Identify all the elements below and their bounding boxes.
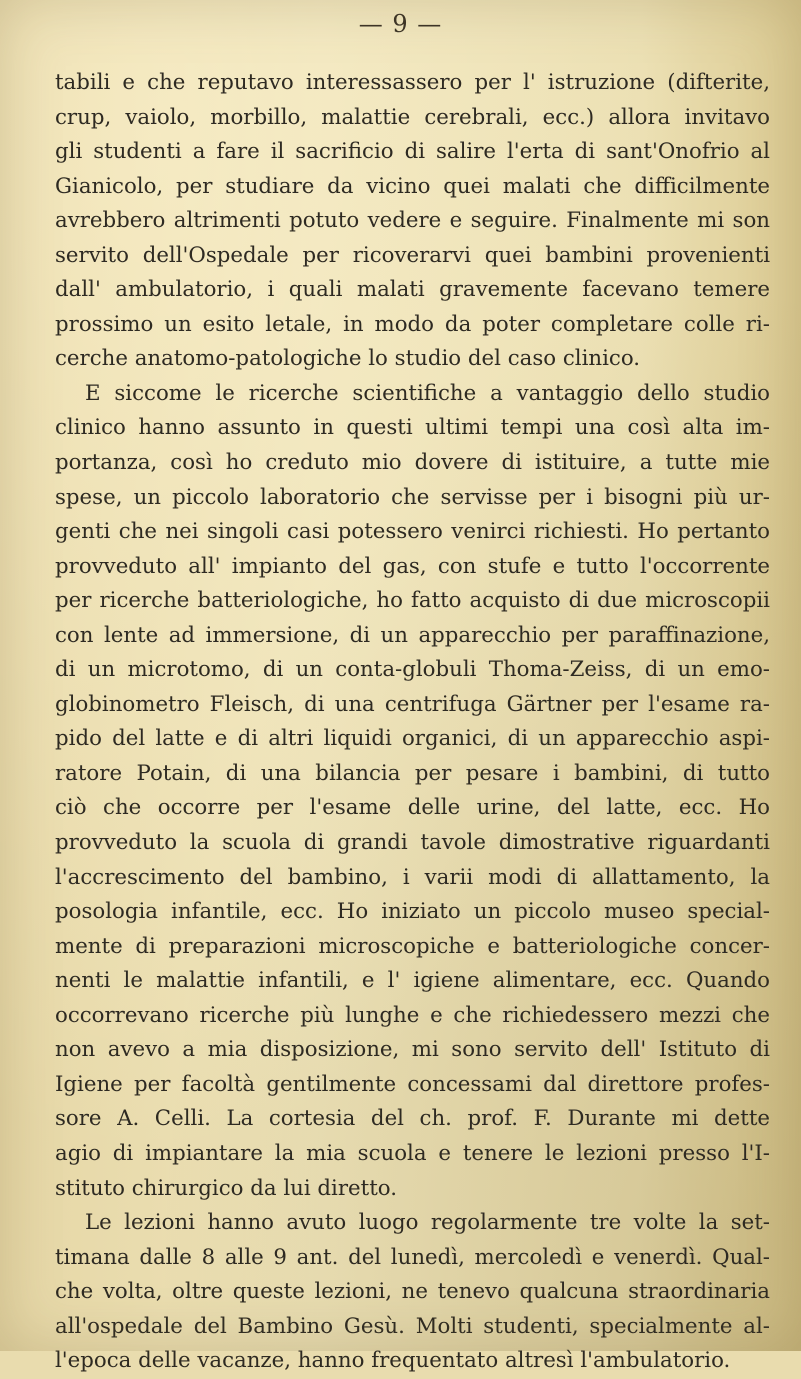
text-line: con lente ad immersione, di un apparecchio per paraffinazione, bbox=[55, 622, 770, 648]
text-line: clinico hanno assunto in questi ultimi tempi una così alta im- bbox=[55, 415, 770, 441]
text-line: gli studenti a fare il sacrificio di salire l'erta di sant'Onofrio al bbox=[55, 139, 770, 165]
text-line: dall' ambulatorio, i quali malati gravemente facevano temere bbox=[55, 277, 770, 303]
text-line: provveduto all' impianto del gas, con stufe e tutto l'occorrente bbox=[55, 553, 770, 579]
text-line: nenti le malattie infantili, e l' igiene alimentare, ecc. Quando bbox=[55, 968, 770, 994]
text-line: portanza, così ho creduto mio dovere di istituire, a tutte mie bbox=[55, 450, 770, 476]
text-line: Igiene per facoltà gentilmente concessami dal direttore profes- bbox=[55, 1071, 770, 1097]
body-text bbox=[55, 66, 770, 1379]
text-line: di un microtomo, di un conta-globuli Thoma-Zeiss, di un emo- bbox=[55, 657, 770, 683]
paragraph-start-line: Le lezioni hanno avuto luogo regolarmente tre volte la set- bbox=[85, 1210, 770, 1236]
text-line: Gianicolo, per studiare da vicino quei malati che difficilmente bbox=[55, 173, 770, 199]
text-line: per ricerche batteriologiche, ho fatto acquisto di due microscopii bbox=[55, 588, 770, 614]
text-line: globinometro Fleisch, di una centrifuga Gärtner per l'esame ra- bbox=[55, 691, 770, 717]
text-line: posologia infantile, ecc. Ho iniziato un piccolo museo special- bbox=[55, 899, 770, 925]
text-line: mente di preparazioni microscopiche e batteriologiche concer- bbox=[55, 933, 770, 959]
text-line: crup, vaiolo, morbillo, malattie cerebrali, ecc.) allora invitavo bbox=[55, 104, 770, 130]
text-line: pido del latte e di altri liquidi organici, di un apparecchio aspi- bbox=[55, 726, 770, 752]
text-line: l'accrescimento del bambino, i varii modi di allattamento, la bbox=[55, 864, 770, 890]
paragraph-start-line: E siccome le ricerche scientifiche a vantaggio dello studio bbox=[85, 380, 770, 406]
text-line: servito dell'Ospedale per ricoverarvi quei bambini provenienti bbox=[55, 242, 770, 268]
text-line: avrebbero altrimenti potuto vedere e seguire. Finalmente mi son bbox=[55, 208, 770, 234]
text-line: sore A. Celli. La cortesia del ch. prof. F. Durante mi dette bbox=[55, 1106, 770, 1132]
text-line: non avevo a mia disposizione, mi sono servito dell' Istituto di bbox=[55, 1037, 770, 1063]
text-line: occorrevano ricerche più lunghe e che richiedessero mezzi che bbox=[55, 1002, 770, 1028]
text-line: all'ospedale del Bambino Gesù. Molti studenti, specialmente al- bbox=[55, 1313, 770, 1339]
paragraph-end-line: l'epoca delle vacanze, hanno frequentato altresì l'ambulatorio. bbox=[55, 1348, 731, 1374]
text-line: genti che nei singoli casi potessero venirci richiesti. Ho pertanto bbox=[55, 519, 770, 545]
page-number: — 9 — bbox=[358, 10, 443, 38]
text-line: prossimo un esito letale, in modo da poter completare colle ri- bbox=[55, 311, 770, 337]
text-line: ciò che occorre per l'esame delle urine, del latte, ecc. Ho bbox=[55, 795, 770, 821]
text-line: che volta, oltre queste lezioni, ne tenevo qualcuna straordinaria bbox=[55, 1279, 770, 1305]
text-line: tabili e che reputavo interessassero per l' istruzione (difterite, bbox=[55, 70, 770, 95]
text-line: agio di impiantare la mia scuola e tenere le lezioni presso l'I- bbox=[55, 1140, 770, 1166]
paragraph-end-line: stituto chirurgico da lui diretto. bbox=[55, 1175, 397, 1201]
paragraph-end-line: cerche anatomo-patologiche lo studio del caso clinico. bbox=[55, 346, 641, 372]
text-line: provveduto la scuola di grandi tavole dimostrative riguardanti bbox=[55, 830, 770, 856]
text-line: spese, un piccolo laboratorio che servisse per i bisogni più ur- bbox=[55, 484, 770, 510]
text-line: timana dalle 8 alle 9 ant. del lunedì, mercoledì e venerdì. Qual- bbox=[55, 1244, 770, 1270]
text-line: ratore Potain, di una bilancia per pesare i bambini, di tutto bbox=[55, 760, 770, 786]
